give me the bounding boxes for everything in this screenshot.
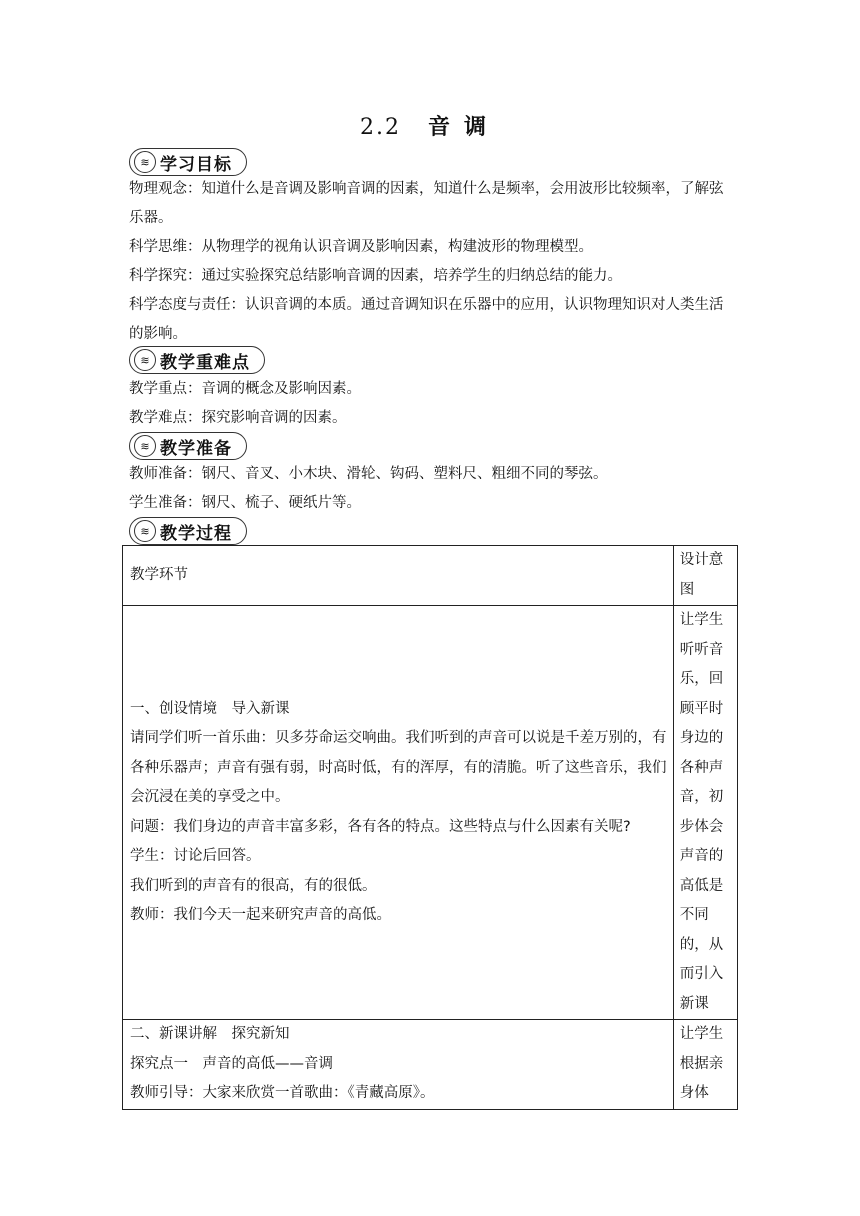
section-heading-label: 学习目标 xyxy=(160,154,232,175)
goal-line: 科学探究：通过实验探究总结影响音调的因素，培养学生的归纳总结的能力。 xyxy=(129,268,622,284)
table-row xyxy=(123,606,738,1020)
row-line: 学生：讨论后回答。 xyxy=(130,848,261,864)
row-intent-cell: 让学生根据亲身体 xyxy=(673,1020,737,1110)
table-header-row xyxy=(123,546,738,606)
prep-text xyxy=(129,460,735,518)
row-content-cell xyxy=(123,606,674,1020)
keypoints-text xyxy=(129,375,735,433)
row-line: 教师引导：大家来欣赏一首歌曲：《青藏高原》。 xyxy=(130,1085,435,1101)
row-line: 一、创设情境 导入新课 xyxy=(130,700,290,717)
section-heading-label: 教学过程 xyxy=(160,523,232,544)
row-line: 我们听到的声音有的很高，有的很低。 xyxy=(130,877,377,894)
row-content-cell xyxy=(123,1020,674,1110)
section-heading-keypoints xyxy=(129,346,265,374)
row-line: 请同学们听一首乐曲：贝多芬命运交响曲。我们听到的声音可以说是千差万别的，有各种乐器声；声音有强有弱，时高时低，有的浑厚，有的清脆。听了这些音乐，我们会沉浸在美的享受之中。 xyxy=(130,730,667,805)
prep-line: 学生准备：钢尺、梳子、硬纸片等。 xyxy=(129,495,361,511)
table-row xyxy=(123,1020,738,1110)
process-table xyxy=(122,545,738,1110)
section-heading-prep xyxy=(129,432,247,460)
prep-line: 教师准备：钢尺、音叉、小木块、滑轮、钩码、塑料尺、粗细不同的琴弦。 xyxy=(129,466,608,482)
section-heading-goals xyxy=(129,148,247,176)
row-line: 教师：我们今天一起来研究声音的高低。 xyxy=(130,907,391,923)
header-cell-side: 设计意图 xyxy=(673,546,737,606)
row-intent-cell: 让学生听听音乐，回顾平时身边的各种声音，初步体会声音的高低是不同的，从而引入新课 xyxy=(673,606,737,1020)
book-icon: ≋ xyxy=(134,349,156,371)
row-line: 二、新课讲解 探究新知 xyxy=(130,1026,290,1042)
book-icon: ≋ xyxy=(134,435,156,457)
section-heading-label: 教学重难点 xyxy=(160,352,250,373)
keypoint-line: 教学难点：探究影响音调的因素。 xyxy=(129,410,347,426)
goal-line: 物理观念：知道什么是音调及影响音调的因素，知道什么是频率，会用波形比较频率，了解弦乐器。 xyxy=(129,181,724,226)
goal-line: 科学思维：从物理学的视角认识音调及影响因素，构建波形的物理模型。 xyxy=(129,239,593,255)
goals-text xyxy=(129,175,735,349)
lesson-title xyxy=(0,110,860,141)
lesson-number: 2.2 xyxy=(359,115,401,140)
book-icon: ≋ xyxy=(134,151,156,173)
row-line: 问题：我们身边的声音丰富多彩，各有各的特点。这些特点与什么因素有关呢? xyxy=(130,818,631,835)
lesson-name: 音调 xyxy=(427,114,500,140)
section-heading-process xyxy=(129,517,247,545)
row-line: 探究点一 声音的高低——音调 xyxy=(130,1055,333,1072)
book-icon: ≋ xyxy=(134,520,156,542)
header-cell-main: 教学环节 xyxy=(123,546,674,606)
goal-line: 科学态度与责任：认识音调的本质。通过音调知识在乐器中的应用，认识物理知识对人类生活的影响。 xyxy=(129,297,724,342)
keypoint-line: 教学重点：音调的概念及影响因素。 xyxy=(129,381,361,397)
section-heading-label: 教学准备 xyxy=(160,438,232,459)
